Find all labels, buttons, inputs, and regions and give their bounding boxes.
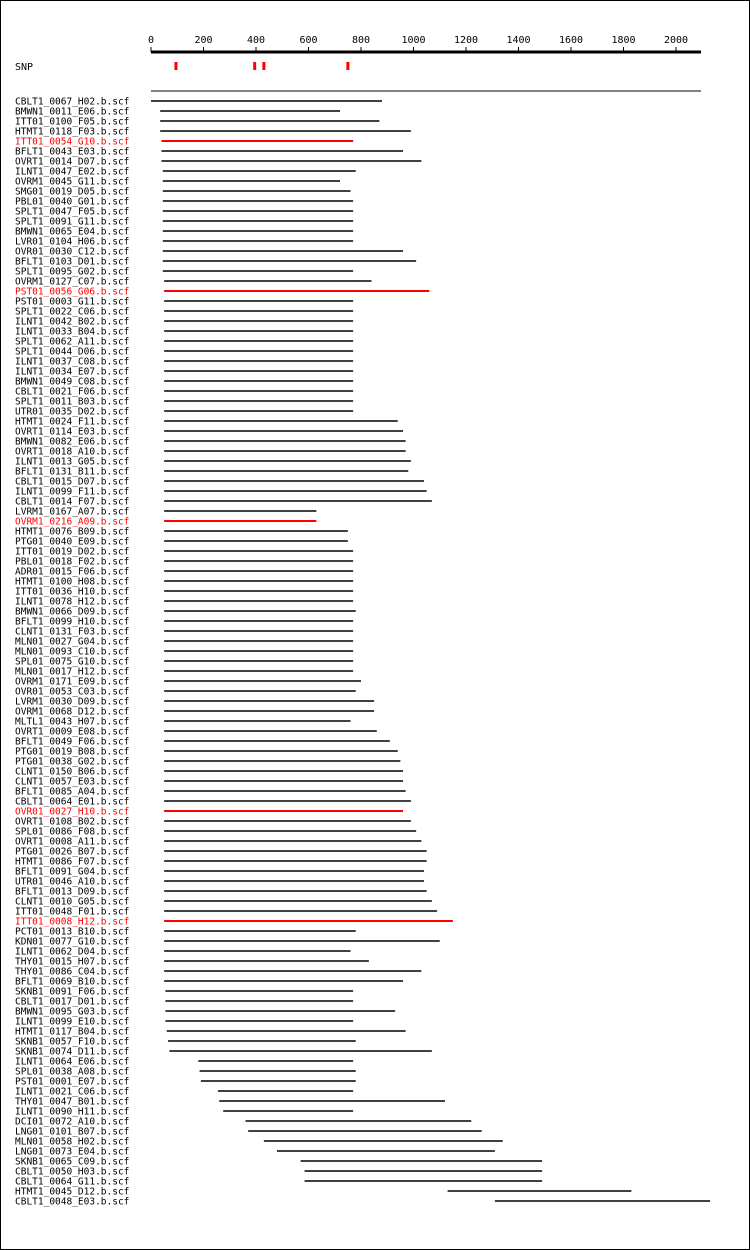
read-name: THY01_0015_H07.b.scf [15,956,130,968]
read-name: OVR01_0027_H10.b.scf [15,806,130,818]
read-name: SPLT1_0022_C06.b.scf [15,306,130,318]
read-name: PCT01_0013_B10.b.scf [15,926,130,938]
read-name: CLNT1_0150_B06.b.scf [15,766,130,778]
read-name: DCI01_0072_A10.b.scf [15,1116,130,1128]
read-name: UTR01_0046_A10.b.scf [15,876,130,888]
read-name: ILNT1_0034_E07.b.scf [15,366,130,378]
read-name: OVRM1_0216_A09.b.scf [15,516,130,528]
read-name: HTMT1_0086_F07.b.scf [15,856,130,868]
scale-tick-label: 1600 [558,35,584,46]
read-name: HTMT1_0118_F03.b.scf [15,126,130,138]
read-alignments [1,1,750,1250]
read-name: CBLT1_0017_D01.b.scf [15,996,130,1008]
read-name: ILNT1_0047_E02.b.scf [15,166,130,178]
read-name: ILNT1_0090_H11.b.scf [15,1106,130,1118]
read-name: ILNT1_0078_H12.b.scf [15,596,130,608]
read-name: ILNT1_0013_G05.b.scf [15,456,130,468]
read-name: PTG01_0038_G02.b.scf [15,756,130,768]
read-name: MLN01_0093_C10.b.scf [15,646,130,658]
read-name: PST01_0003_G11.b.scf [15,296,130,308]
read-name: BFLT1_0049_F06.b.scf [15,736,130,748]
read-name: OVR01_0030_C12.b.scf [15,246,130,258]
read-name: ITT01_0100_F05.b.scf [15,116,130,128]
scale-tick-label: 1800 [611,35,636,46]
read-name: LNG01_0073_E04.b.scf [15,1146,130,1158]
read-name: SMG01_0019_D05.b.scf [15,186,130,198]
read-name: PST01_0056_G06.b.scf [15,286,130,298]
read-name: LVR01_0104_H06.b.scf [15,236,130,248]
read-name: UTR01_0035_D02.b.scf [15,406,130,418]
read-name: SPLT1_0011_B03.b.scf [15,396,130,408]
scale-tick-label: 400 [246,35,266,46]
read-name: BFLT1_0103_D01.b.scf [15,256,130,268]
read-name: CBLT1_0067_H02.b.scf [15,96,130,108]
read-name: OVRM1_0127_C07.b.scf [15,276,130,288]
read-name: SPLT1_0095_G02.b.scf [15,266,130,278]
read-name: THY01_0086_C04.b.scf [15,966,130,978]
read-name: PTG01_0019_B08.b.scf [15,746,130,758]
read-name: SPL01_0038_A08.b.scf [15,1066,130,1078]
read-name: HTMT1_0045_D12.b.scf [15,1186,130,1198]
read-name: CBLT1_0048_E03.b.scf [15,1196,130,1208]
scale-tick-label: 600 [299,35,318,46]
read-name: LNG01_0101_B07.b.scf [15,1126,130,1138]
read-name: PTG01_0040_E09.b.scf [15,536,130,548]
read-name: CBLT1_0050_H03.b.scf [15,1166,130,1178]
read-name: BFLT1_0069_B10.b.scf [15,976,130,988]
read-name: ILNT1_0021_C06.b.scf [15,1086,130,1098]
read-name: KDN01_0077_G10.b.scf [15,936,130,948]
read-name: ITT01_0054_G10.b.scf [15,136,130,148]
read-name: SPL01_0075_G10.b.scf [15,656,130,668]
read-name: CLNT1_0010_G05.b.scf [15,896,130,908]
read-name: MLTL1_0043_H07.b.scf [15,716,130,728]
read-name: BFLT1_0013_D09.b.scf [15,886,130,898]
read-name: BFLT1_0043_E03.b.scf [15,146,130,158]
read-name: ILNT1_0099_F11.b.scf [15,486,130,498]
read-name: ILNT1_0099_E10.b.scf [15,1016,130,1028]
scale-tick-label: 800 [351,35,371,46]
read-name: PST01_0001_E07.b.scf [15,1076,130,1088]
read-name: ILNT1_0033_B04.b.scf [15,326,130,338]
read-name: ILNT1_0037_C08.b.scf [15,356,130,368]
read-name: OVRM1_0171_E09.b.scf [15,676,130,688]
read-name: SKNB1_0091_F06.b.scf [15,986,130,998]
read-name: ILNT1_0042_B02.b.scf [15,316,130,328]
read-name: MLN01_0027_G04.b.scf [15,636,130,648]
read-name: BFLT1_0099_H10.b.scf [15,616,130,628]
read-name: OVRT1_0009_E08.b.scf [15,726,130,738]
read-name: LVRM1_0030_D09.b.scf [15,696,130,708]
read-name: ILNT1_0064_E06.b.scf [15,1056,130,1068]
read-name: SPLT1_0091_G11.b.scf [15,216,130,228]
read-name: SKNB1_0074_D11.b.scf [15,1046,130,1058]
read-name: HTMT1_0076_B09.b.scf [15,526,130,538]
read-name: BMWN1_0066_D09.b.scf [15,606,130,618]
read-name: HTMT1_0100_H08.b.scf [15,576,130,588]
read-name: OVRM1_0068_D12.b.scf [15,706,130,718]
read-name: ITT01_0048_F01.b.scf [15,906,130,918]
read-name: OVRM1_0045_G11.b.scf [15,176,130,188]
read-name: ITT01_0036_H10.b.scf [15,586,130,598]
read-name: SPLT1_0047_F05.b.scf [15,206,130,218]
read-name: LVRM1_0167_A07.b.scf [15,506,130,518]
read-name: SKNB1_0057_F10.b.scf [15,1036,130,1048]
snp-label: SNP [15,62,34,73]
read-name: OVR01_0053_C03.b.scf [15,686,130,698]
read-name: CBLT1_0064_E01.b.scf [15,796,130,808]
scale-tick-label: 1200 [453,35,479,46]
read-name: ITT01_0019_D02.b.scf [15,546,130,558]
read-name: CLNT1_0131_F03.b.scf [15,626,130,638]
read-name: OVRT1_0008_A11.b.scf [15,836,130,848]
read-name: ADR01_0015_F06.b.scf [15,566,130,578]
read-name: HTMT1_0024_F11.b.scf [15,416,130,428]
read-name: HTMT1_0117_B04.b.scf [15,1026,130,1038]
read-name: MLN01_0017_H12.b.scf [15,666,130,678]
read-name: OVRT1_0114_E03.b.scf [15,426,130,438]
read-name: BMWN1_0049_C08.b.scf [15,376,130,388]
read-name: CBLT1_0015_D07.b.scf [15,476,130,488]
read-name: THY01_0047_B01.b.scf [15,1096,130,1108]
read-name: BFLT1_0131_B11.b.scf [15,466,130,478]
scale-tick-label: 2000 [663,35,689,46]
read-name: CBLT1_0064_G11.b.scf [15,1176,130,1188]
read-name: PTG01_0026_B07.b.scf [15,846,130,858]
read-name: CLNT1_0057_E03.b.scf [15,776,130,788]
read-name: OVRT1_0108_B02.b.scf [15,816,130,828]
read-name: OVRT1_0014_D07.b.scf [15,156,130,168]
read-name: OVRT1_0018_A10.b.scf [15,446,130,458]
read-name: CBLT1_0021_F06.b.scf [15,386,130,398]
scale-tick-label: 0 [147,35,155,46]
read-name: ILNT1_0062_D04.b.scf [15,946,130,958]
scale-tick-label: 1000 [401,35,426,46]
read-row [15,1197,710,1208]
read-name: ITT01_0008_H12.b.scf [15,916,130,928]
read-name: MLN01_0058_H02.b.scf [15,1136,130,1148]
read-name: PBL01_0018_F02.b.scf [15,556,130,568]
scale-tick-label: 1400 [506,35,531,46]
read-name: BMWN1_0095_G03.b.scf [15,1006,130,1018]
read-name: SPLT1_0044_D06.b.scf [15,346,130,358]
read-name: SPLT1_0062_A11.b.scf [15,336,130,348]
read-name: BMWN1_0082_E06.b.scf [15,436,130,448]
scale-tick-label: 200 [194,35,213,46]
read-name: BFLT1_0085_A04.b.scf [15,786,130,798]
read-name: SKNB1_0065_C09.b.scf [15,1156,130,1168]
read-name: BMWN1_0011_E06.b.scf [15,106,130,118]
read-name: SPL01_0086_F08.b.scf [15,826,130,838]
read-name: BMWN1_0065_E04.b.scf [15,226,130,238]
read-name: BFLT1_0091_G04.b.scf [15,866,130,878]
read-name: CBLT1_0014_F07.b.scf [15,496,130,508]
read-name: PBL01_0040_G01.b.scf [15,196,130,208]
